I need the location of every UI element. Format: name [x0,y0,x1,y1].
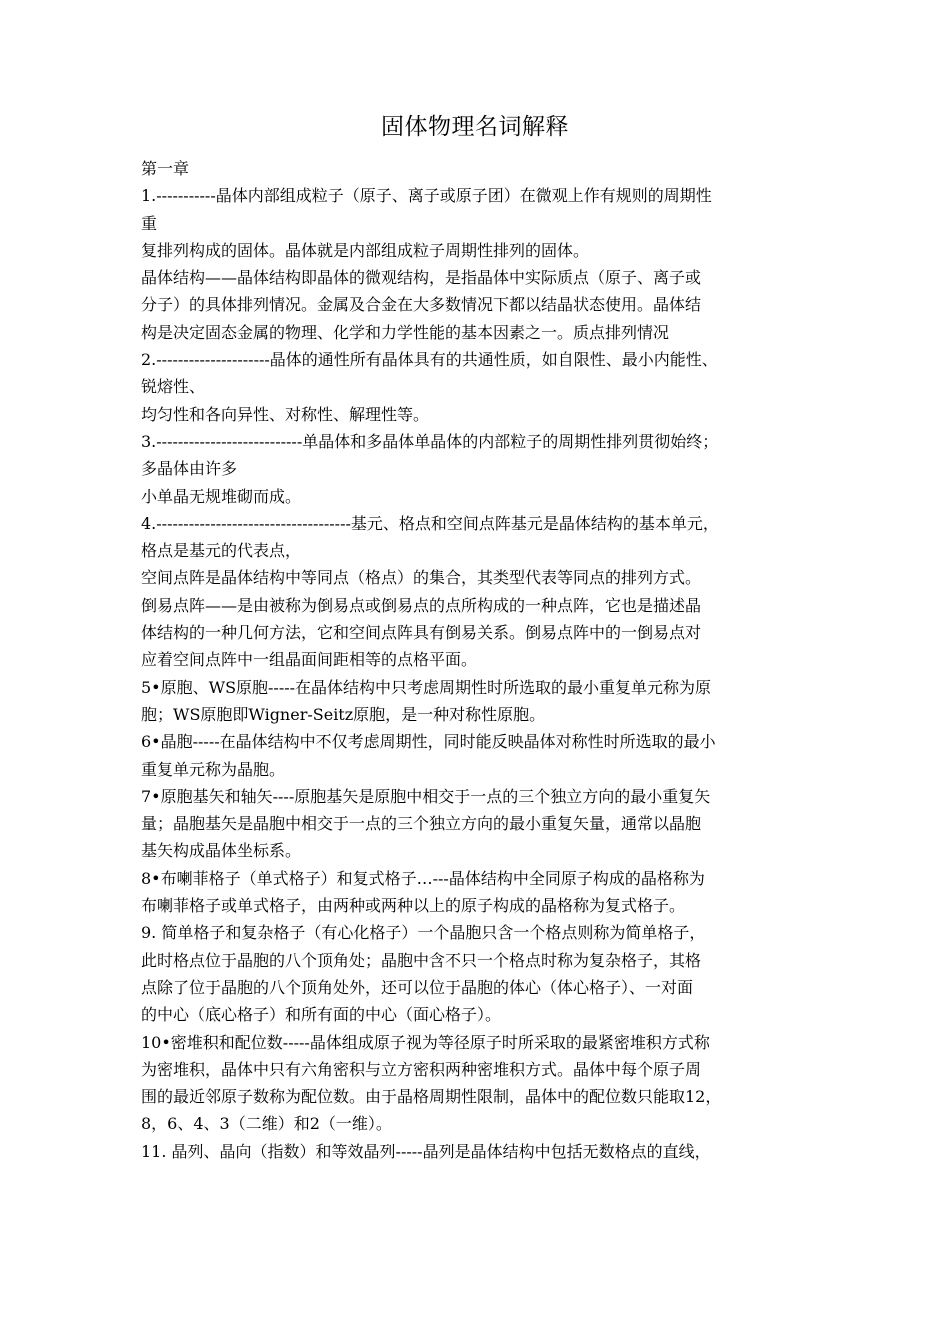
text-line: 锐熔性、 [141,377,206,397]
text-line: 体结构的一种几何方法，它和空间点阵具有倒易关系。倒易点阵中的一倒易点对 [141,623,702,643]
text-line: 7•原胞基矢和轴矢----原胞基矢是原胞中相交于一点的三个独立方向的最小重复矢 [141,786,711,806]
text-line: 基矢构成晶体坐标系。 [141,841,302,861]
text-line: 第一章 [141,159,190,178]
text-line: 分子）的具体排列情况。金属及合金在大多数情况下都以结晶状态使用。晶体结 [141,295,702,315]
text-line: 胞；WS原胞即Wigner-Seitz原胞，是一种对称性原胞。 [141,704,546,724]
text-line: 8•布喇菲格子（单式格子）和复式格子…---晶体结构中全同原子构成的晶格称为 [141,868,705,888]
text-line: 重 [141,213,158,233]
text-line: 的中心（底心格子）和所有面的中心（面心格子）。 [141,1005,502,1025]
text-line: 均匀性和各向异性、对称性、解理性等。 [141,404,430,424]
text-line: 倒易点阵——是由被称为倒易点或倒易点的点所构成的一种点阵，它也是描述晶 [141,595,702,615]
text-line: 4.------------------------------------基元、格点和空间点阵基元是晶体结构的基本单元， [141,513,719,533]
text-line: 围的最近邻原子数称为配位数。由于晶格周期性限制，晶体中的配位数只能取12， [141,1087,722,1107]
text-line: 构是决定固态金属的物理、化学和力学性能的基本因素之一。质点排列情况 [141,322,670,342]
document-body [141,155,831,1165]
text-line: 多晶体由许多 [141,459,238,479]
text-line: 2.---------------------晶体的通性所有晶体具有的共通性质，如自限性、最小内能性、 [141,350,718,370]
text-line: 量；晶胞基矢是晶胞中相交于一点的三个独立方向的最小重复矢量，通常以晶胞 [141,814,702,834]
page-title: 固体物理名词解释 [381,114,569,140]
text-line: 小单晶无规堆砌而成。 [141,486,302,506]
text-line: 格点是基元的代表点， [141,541,302,561]
text-line: 8，6、4、3（二维）和2（一维）。 [141,1114,392,1134]
text-line: 晶体结构——晶体结构即晶体的微观结构，是指晶体中实际质点（原子、离子或 [141,268,702,288]
text-line: 空间点阵是晶体结构中等同点（格点）的集合，其类型代表等同点的排列方式。 [141,568,702,588]
text-line: 11. 晶列、晶向（指数）和等效晶列-----晶列是晶体结构中包括无数格点的直线， [141,1141,711,1161]
text-line: 10•密堆积和配位数-----晶体组成原子视为等径原子时所采取的最紧密堆积方式称 [141,1032,710,1052]
text-line: 重复单元称为晶胞。 [141,759,286,779]
text-line: 6•晶胞-----在晶体结构中不仅考虑周期性，同时能反映晶体对称性时所选取的最小 [141,732,716,752]
text-line: 5•原胞、WS原胞-----在晶体结构中只考虑周期性时所选取的最小重复单元称为原 [141,677,712,697]
text-line: 应着空间点阵中一组晶面间距相等的点格平面。 [141,650,478,670]
text-line: 复排列构成的固体。晶体就是内部组成粒子周期性排列的固体。 [141,240,590,260]
text-line: 3.---------------------------单晶体和多晶体单晶体的内部粒子的周期性排列贯彻始终； [141,431,719,451]
text-line: 点除了位于晶胞的八个顶角处外，还可以位于晶胞的体心（体心格子）、一对面 [141,977,694,997]
text-line: 1.-----------晶体内部组成粒子（原子、离子或原子团）在微观上作有规则的周期性 [141,186,712,206]
text-line: 为密堆积，晶体中只有六角密积与立方密积两种密堆积方式。晶体中每个原子周 [141,1059,702,1079]
text-line: 此时格点位于晶胞的八个顶角处；晶胞中含不只一个格点时称为复杂格子，其格 [141,950,702,970]
text-line: 9. 简单格子和复杂格子（有心化格子）一个晶胞只含一个格点则称为简单格子， [141,923,706,943]
text-line: 布喇菲格子或单式格子，由两种或两种以上的原子构成的晶格称为复式格子。 [141,896,686,916]
